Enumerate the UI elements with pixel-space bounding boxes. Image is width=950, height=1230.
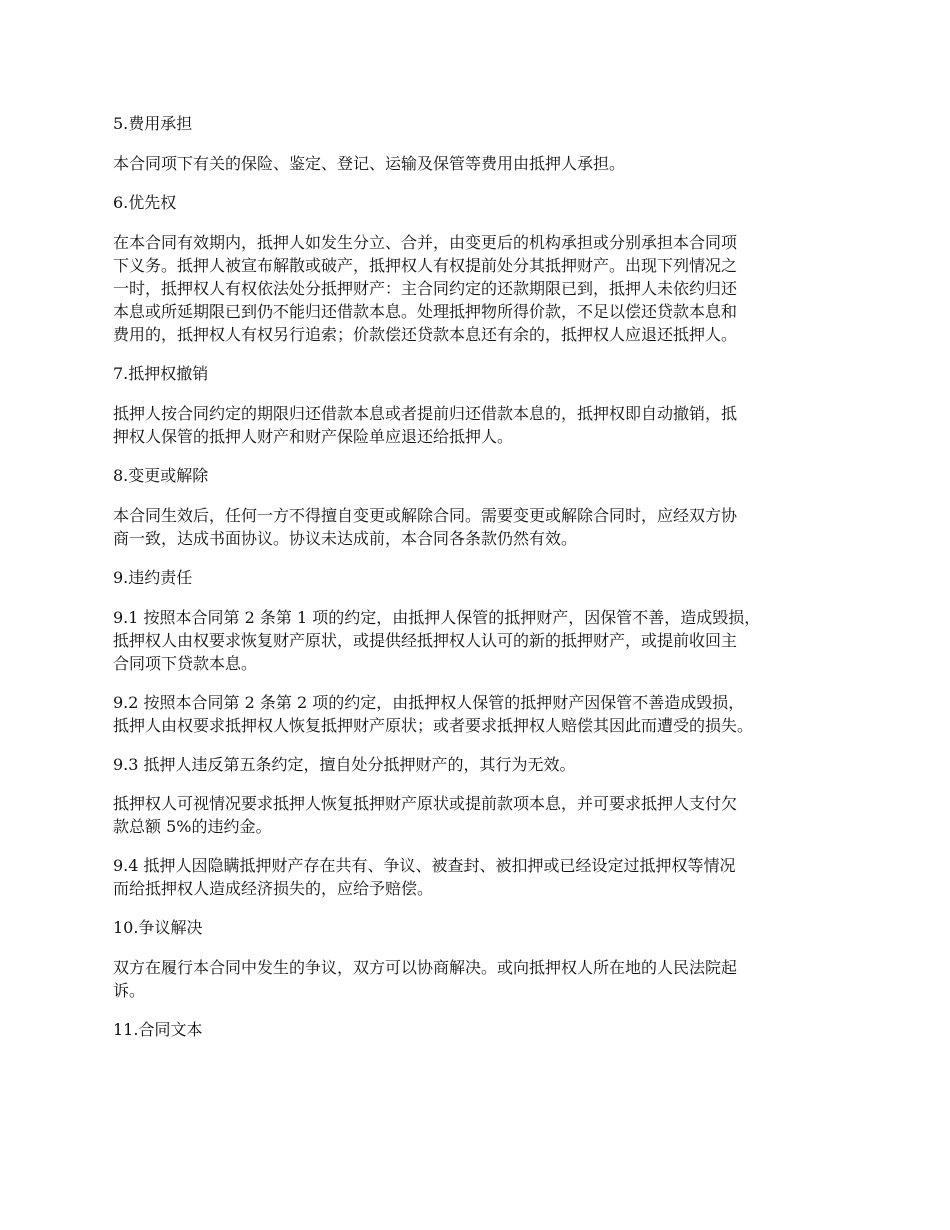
section-heading: 9.违约责任 bbox=[113, 568, 193, 587]
text-line: 合同项下贷款本息。 bbox=[113, 654, 258, 673]
text-line: 抵押权人可视情况要求抵押人恢复抵押财产原状或提前款项本息，并可要求抵押人支付欠 bbox=[113, 794, 738, 813]
text-line: 双方在履行本合同中发生的争议，双方可以协商解决。或向抵押权人所在地的人民法院起 bbox=[113, 958, 738, 977]
text-line: 款总额 5%的违约金。 bbox=[113, 817, 272, 836]
text-line: 9.2 按照本合同第 2 条第 2 项的约定，由抵押权人保管的抵押财产因保管不善造成毁损， bbox=[113, 693, 745, 712]
text-line: 抵押人由权要求抵押权人恢复抵押财产原状；或者要求抵押权人赔偿其因此而遭受的损失。 bbox=[113, 716, 754, 735]
paragraph bbox=[113, 956, 853, 1002]
text-line: 9.1 按照本合同第 2 条第 1 项的约定，由抵押人保管的抵押财产，因保管不善，造成毁损， bbox=[113, 608, 761, 627]
paragraph bbox=[113, 231, 853, 346]
text-line: 诉。 bbox=[113, 981, 146, 1000]
section-heading: 11.合同文本 bbox=[113, 1020, 203, 1039]
paragraph bbox=[113, 152, 853, 175]
text-line: 一时，抵押权人有权依法处分抵押财产：主合同约定的还款期限已到，抵押人未依约归还 bbox=[113, 279, 738, 298]
paragraph bbox=[113, 691, 853, 737]
section-heading: 6.优先权 bbox=[113, 193, 177, 212]
section-heading: 10.争议解决 bbox=[113, 918, 203, 937]
text-line: 而给抵押权人造成经济损失的，应给予赔偿。 bbox=[113, 879, 434, 898]
text-line: 商一致，达成书面协议。协议未达成前，本合同各条款仍然有效。 bbox=[113, 529, 578, 548]
text-line: 下义务。抵押人被宣布解散或破产，抵押权人有权提前处分其抵押财产。出现下列情况之 bbox=[113, 256, 738, 275]
text-line: 9.3 抵押人违反第五条约定，擅自处分抵押财产的，其行为无效。 bbox=[113, 755, 576, 774]
paragraph bbox=[113, 753, 853, 776]
text-line: 在本合同有效期内，抵押人如发生分立、合并，由变更后的机构承担或分别承担本合同项 bbox=[113, 233, 738, 252]
text-line: 9.4 抵押人因隐瞒抵押财产存在共有、争议、被查封、被扣押或已经设定过抵押权等情况 bbox=[113, 856, 736, 875]
text-line: 本息或所延期限已到仍不能归还借款本息。处理抵押物所得价款，不足以偿还贷款本息和 bbox=[113, 302, 738, 321]
text-line: 本合同项下有关的保险、鉴定、登记、运输及保管等费用由抵押人承担。 bbox=[113, 154, 626, 173]
text-line: 本合同生效后，任何一方不得擅自变更或解除合同。需要变更或解除合同时，应经双方协 bbox=[113, 506, 738, 525]
text-line: 押权人保管的抵押人财产和财产保险单应退还给抵押人。 bbox=[113, 427, 514, 446]
text-line: 抵押人按合同约定的期限归还借款本息或者提前归还借款本息的，抵押权即自动撤销，抵 bbox=[113, 404, 738, 423]
paragraph bbox=[113, 854, 853, 900]
section-heading: 8.变更或解除 bbox=[113, 466, 209, 485]
paragraph bbox=[113, 402, 853, 448]
text-line: 抵押权人由权要求恢复财产原状，或提供经抵押权人认可的新的抵押财产，或提前收回主 bbox=[113, 631, 738, 650]
paragraph bbox=[113, 606, 853, 675]
text-line: 费用的，抵押权人有权另行追索；价款偿还贷款本息还有余的，抵押权人应退还抵押人。 bbox=[113, 325, 738, 344]
paragraph bbox=[113, 504, 853, 550]
section-heading: 7.抵押权撤销 bbox=[113, 364, 209, 383]
section-heading: 5.费用承担 bbox=[113, 114, 193, 133]
document-body bbox=[113, 112, 853, 1058]
paragraph bbox=[113, 792, 853, 838]
